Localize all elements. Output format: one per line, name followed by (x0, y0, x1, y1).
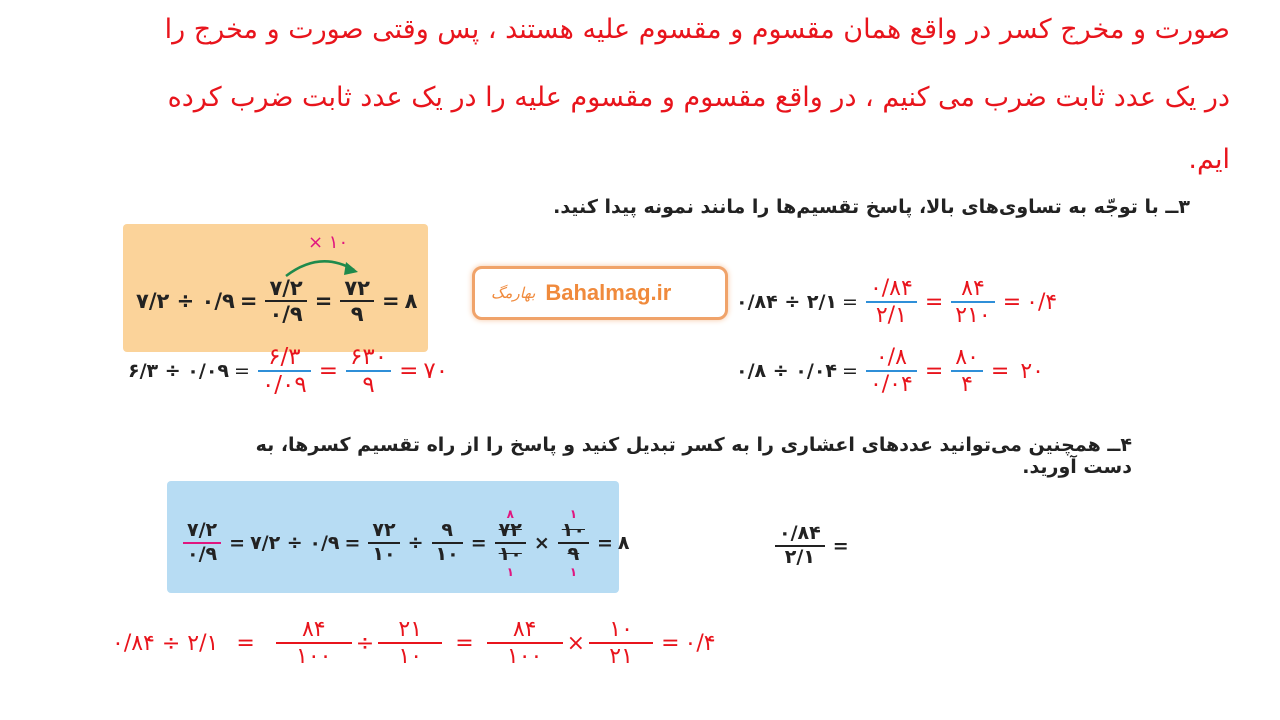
numerator: ۹ (441, 519, 453, 541)
example-b-lhs: ۰/۸۴ ÷ ۲/۱ (736, 291, 838, 314)
numerator: ۷/۲ (187, 519, 218, 541)
denominator: ۱۰۰ (296, 644, 332, 670)
denominator: ۹ (362, 372, 375, 399)
equals-sign: = (924, 289, 944, 315)
fraction (346, 344, 391, 399)
fraction (368, 520, 399, 566)
example-2-equation: $\frac{۷/۲}{۰/۹}$ = ۷/۲ ÷ ۰/۹ = $\frac{۷۲}{۱۰}$ ÷ $\frac{۹}{۱۰}$ = ۸ ۷۲ ۱۰ ۱ × ۱ ۱۰ ۹ ۱ = ۸ (180, 508, 630, 578)
equals-sign: = (990, 358, 1010, 384)
equals-sign: = (842, 360, 858, 383)
example-2-result: ۸ (617, 531, 630, 554)
numerator: ۷۲ (372, 519, 396, 541)
example-a-result: ۷۰ (423, 358, 449, 385)
final-equation: ۰/۸۴ ÷ ۲/۱ = $\frac{۸۴}{۱۰۰}$ ÷ $\frac{۲۱}{۱۰}$ = $\frac{۸۴}{۱۰۰}$ × $\frac{۱۰}{۲۱}$ = ۰/۴ (112, 617, 716, 670)
equals-sign: = (382, 289, 400, 314)
numerator: ۷/۲ (269, 276, 303, 300)
equals-sign: = (832, 534, 849, 557)
numerator: ۲۱ (398, 617, 423, 642)
example-a-lhs: ۶/۳ ÷ ۰/۰۹ (128, 360, 230, 383)
final-lhs: ۰/۸۴ ÷ ۲/۱ (112, 630, 219, 656)
fraction (558, 508, 589, 578)
equals-sign: = (318, 358, 339, 385)
numerator: ۰/۸۴ (869, 276, 913, 301)
fraction (487, 617, 563, 670)
equals-sign: = (399, 358, 419, 385)
fraction (432, 520, 463, 566)
denominator: ۱۰ (498, 542, 522, 565)
paragraph-line-1: صورت و مخرج کسر در واقع همان مقسوم و مقسوم علیه هستند ، پس وقتی صورت و مخرج را (164, 14, 1230, 45)
logo-text: Bahalmag.ir (545, 280, 672, 305)
bahalmag-logo[interactable] (472, 266, 728, 320)
final-result: ۰/۴ (684, 630, 716, 656)
example-1-equation (136, 276, 417, 326)
equals-sign: = (842, 291, 858, 314)
numerator: ۰/۸۴ (779, 522, 821, 544)
numerator: ۸۰ (955, 345, 979, 370)
example-b-equation (736, 276, 1057, 329)
denominator: ۲/۱ (784, 545, 815, 568)
numerator: ۱۰ (561, 519, 585, 541)
fraction (951, 276, 994, 329)
cancel-bottom: ۱ (506, 564, 514, 579)
fraction (589, 617, 653, 670)
example-b-result: ۰/۴ (1026, 289, 1058, 315)
numerator: ۶/۳ (268, 344, 301, 370)
fraction (866, 345, 917, 398)
denominator: ۲۱ (609, 644, 633, 670)
fraction (265, 276, 306, 326)
equals-sign: = (234, 360, 250, 383)
equals-sign: = (239, 289, 258, 314)
fraction (866, 276, 917, 329)
paragraph-line-2: در یک عدد ثابت ضرب می کنیم ، در واقع مقسوم و مقسوم علیه را در یک عدد ثابت ضرب کرده (167, 82, 1230, 113)
multiplier-label: × ۱۰ (308, 232, 349, 253)
equals-sign: = (314, 289, 333, 314)
denominator: ۱۰۰ (506, 644, 543, 670)
denominator: ۹ (567, 542, 580, 565)
denominator: ۱۰ (372, 542, 396, 565)
cancel-top: ۸ (506, 507, 514, 521)
numerator: ۸۴ (961, 276, 985, 301)
fraction (951, 345, 983, 398)
fraction (495, 508, 526, 578)
question-3: ۳ــ با توجّه به تساوی‌های بالا، پاسخ تقسیم‌ها را مانند نمونه پیدا کنید. (553, 196, 1190, 218)
paragraph-line-3: ایم. (1188, 144, 1230, 175)
denominator: ۲/۱ (875, 303, 907, 329)
example-d-equation (772, 523, 854, 569)
fraction (276, 617, 352, 670)
denominator: ۱۰ (435, 542, 459, 565)
logo-mark: بهارمگ (491, 284, 536, 302)
numerator: ۷۲ (498, 519, 522, 541)
equals-sign: = (924, 358, 944, 384)
example-1-lhs: ۷/۲ ÷ ۰/۹ (136, 289, 235, 314)
fraction (340, 276, 374, 326)
numerator: ۸۴ (301, 617, 326, 642)
denominator: ۰/۰۹ (261, 372, 307, 399)
denominator: ۹ (350, 302, 364, 327)
example-c-result: ۲۰ (1020, 358, 1044, 384)
denominator: ۴ (961, 372, 973, 398)
denominator: ۰/۹ (187, 542, 218, 565)
example-c-lhs: ۰/۸ ÷ ۰/۰۴ (736, 360, 838, 383)
denominator: ۱۰ (398, 644, 423, 670)
numerator: ۱۰ (609, 617, 633, 642)
numerator: ۷۲ (344, 276, 370, 300)
example-2-mid: ۷/۲ ÷ ۰/۹ (250, 531, 340, 554)
fraction (775, 523, 825, 569)
example-a-equation (128, 344, 448, 399)
denominator: ۰/۹ (269, 302, 303, 327)
denominator: ۲۱۰ (955, 303, 991, 329)
question-4: ۴ــ همچنین می‌توانید عددهای اعشاری را به کسر تبدیل کنید و پاسخ را از راه تقسیم کسرها، به دست آورید. (255, 434, 1132, 478)
example-1-result: ۸ (404, 289, 418, 314)
example-c-equation (736, 345, 1044, 398)
fraction (258, 344, 311, 399)
numerator: ۰/۸ (875, 345, 907, 370)
denominator: ۰/۰۴ (869, 372, 913, 398)
numerator: ۸۴ (512, 617, 537, 642)
cancel-bottom: ۱ (569, 564, 578, 579)
fraction (378, 617, 442, 670)
fraction (183, 520, 221, 566)
equals-sign: = (1002, 289, 1022, 315)
numerator: ۶۳۰ (350, 344, 388, 370)
cancel-top: ۱ (569, 507, 578, 521)
